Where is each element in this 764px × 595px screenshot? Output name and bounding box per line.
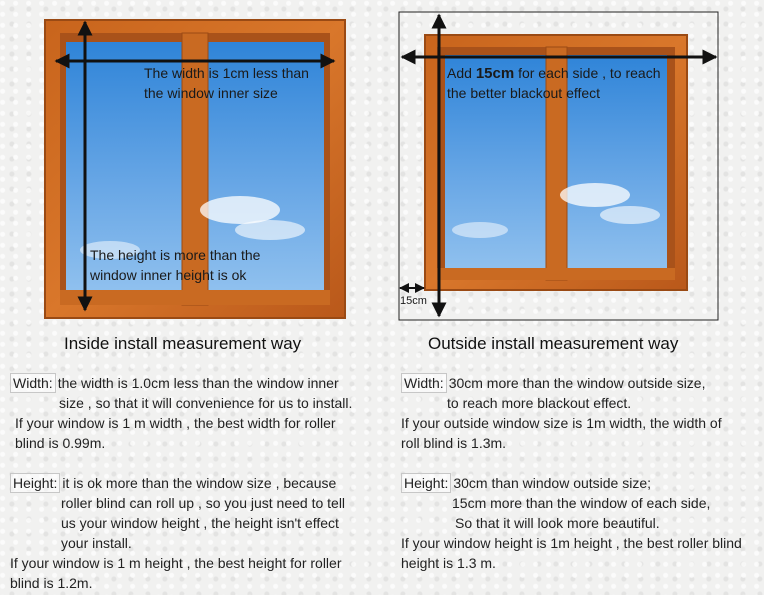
margin-label: 15cm [400, 295, 427, 307]
inside-width-line-1: the width is 1.0cm less than the window inner [57, 375, 339, 391]
inside-instructions [10, 373, 375, 593]
inside-height-line-4: your install. [61, 535, 132, 551]
outside-height-line-4: If your window height is 1m height , the best roller blind [401, 535, 742, 551]
outside-height-key: Height: [401, 473, 451, 493]
outside-caption: Outside install measurement way [428, 334, 679, 353]
outside-height-line-1: 30cm than window outside size; [453, 475, 652, 491]
inside-width-key: Width: [10, 373, 56, 393]
inside-width-note-2: the window inner size [144, 85, 278, 101]
outside-add-note-2: the better blackout effect [447, 85, 601, 101]
outside-height-line-3: So that it will look more beautiful. [455, 515, 660, 531]
inside-height-note-2: window inner height is ok [90, 267, 247, 283]
inside-height-key: Height: [10, 473, 60, 493]
inside-caption: Inside install measurement way [64, 334, 302, 353]
outside-add-value: 15cm [475, 65, 515, 82]
outside-width-line-2: to reach more blackout effect. [447, 395, 632, 411]
outside-add-note-1: Add 15cm for each side , to reach [447, 65, 661, 82]
inside-height-line-1: it is ok more than the window size , because [62, 475, 337, 491]
outside-height-line-2: 15cm more than the window of each side, [452, 495, 711, 511]
inside-height-note-1: The height is more than the [90, 247, 261, 263]
outside-height-line-5: height is 1.3 m. [401, 555, 496, 571]
inside-width-note-1: The width is 1cm less than [144, 65, 309, 81]
outside-width-key: Width: [401, 373, 447, 393]
inside-install-diagram [0, 0, 380, 353]
inside-height-line-5: If your window is 1 m height , the best height for roller [10, 555, 342, 571]
outside-install-diagram [380, 0, 764, 353]
inside-height-line-2: roller blind can roll up , so you just need to tell [61, 495, 346, 511]
inside-width-line-4: blind is 0.99m. [15, 435, 106, 451]
outside-instructions [401, 373, 761, 573]
inside-height-line-3: us your window height , the height isn't effect [61, 515, 339, 531]
outside-width-line-3: If your outside window size is 1m width, the width of [401, 415, 722, 431]
inside-width-line-2: size , so that it will convenience for us to install. [59, 395, 353, 411]
outside-width-line-4: roll blind is 1.3m. [401, 435, 507, 451]
outside-window-illustration [380, 0, 764, 330]
inside-width-line-3: If your window is 1 m width , the best width for roller [15, 415, 336, 431]
inside-height-line-6: blind is 1.2m. [10, 575, 93, 591]
outside-width-line-1: 30cm more than the window outside size, [448, 375, 706, 391]
